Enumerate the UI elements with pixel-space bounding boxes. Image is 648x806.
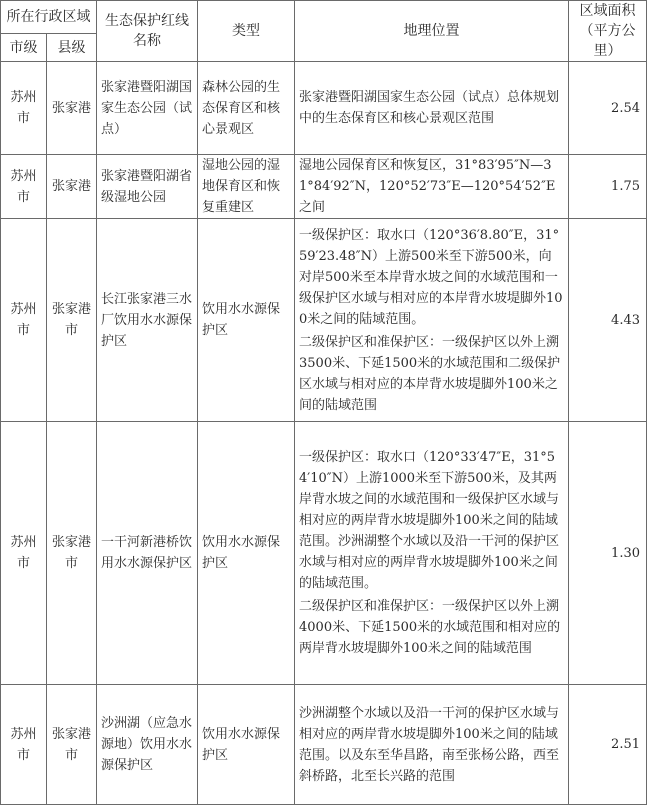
location-paragraph: 张家港暨阳湖国家生态公园（试点）总体规划中的生态保育区和核心景观区范围 bbox=[299, 90, 560, 126]
location-paragraph: 湿地公园保育区和恢复区，31°83′95″N—31°84′92″N，120°52′73″E—120°54′52″E之间 bbox=[299, 158, 556, 215]
location-paragraph: 二级保护区和准保护区：一级保护区以外上溯3500米、下延1500米的水域范围和二级保护区水域与相对应的本岸背水坡堤脚外100米之间的陆域范围 bbox=[299, 334, 561, 413]
cell-name: 张家港暨阳湖省级湿地公园 bbox=[97, 155, 198, 219]
table-row bbox=[1, 422, 647, 685]
cell-area: 1.30 bbox=[569, 422, 647, 685]
header-type: 类型 bbox=[198, 1, 295, 62]
cell-location bbox=[295, 155, 569, 219]
table-row bbox=[1, 155, 647, 219]
cell-type: 森林公园的生态保育区和核心景观区 bbox=[198, 62, 295, 155]
table-row bbox=[1, 62, 647, 155]
cell-location bbox=[295, 422, 569, 685]
header-city: 市级 bbox=[1, 34, 47, 62]
cell-name: 沙洲湖（应急水源地）饮用水水源保护区 bbox=[97, 685, 198, 805]
header-location: 地理位置 bbox=[295, 1, 569, 62]
cell-city: 苏州市 bbox=[1, 155, 47, 219]
location-paragraph: 一级保护区：取水口（120°36′8.80″E，31°59′23.48″N）上游500米至下游500米，向对岸500米至本岸背水坡之间的水域范围和一级保护区水域与相对应的本岸背水坡堤脚外100米之间的陆域范围。 bbox=[299, 227, 563, 327]
cell-county: 张家港市 bbox=[47, 219, 97, 422]
cell-name: 张家港暨阳湖国家生态公园（试点） bbox=[97, 62, 198, 155]
location-paragraph: 沙洲湖整个水域以及沿一干河的保护区水域与相对应的两岸背水坡堤脚外100米之间的陆域范围。以及东至华昌路，南至张杨公路，西至斜桥路，北至长兴路的范围 bbox=[299, 705, 560, 784]
cell-city: 苏州市 bbox=[1, 685, 47, 805]
cell-area: 1.75 bbox=[569, 155, 647, 219]
location-paragraph: 二级保护区和准保护区：一级保护区以外上溯4000米、下延1500米的水域范围和相对应的两岸背水坡堤脚外100米之间的陆域范围 bbox=[299, 599, 561, 656]
cell-type: 湿地公园的湿地保育区和恢复重建区 bbox=[198, 155, 295, 219]
header-area: 区域面积（平方公里） bbox=[569, 1, 647, 62]
cell-county: 张家港市 bbox=[47, 422, 97, 685]
header-name: 生态保护红线名称 bbox=[97, 1, 198, 62]
cell-name: 一干河新港桥饮用水水源保护区 bbox=[97, 422, 198, 685]
cell-city: 苏州市 bbox=[1, 62, 47, 155]
cell-area: 4.43 bbox=[569, 219, 647, 422]
cell-name: 长江张家港三水厂饮用水水源保护区 bbox=[97, 219, 198, 422]
cell-county: 张家港 bbox=[47, 62, 97, 155]
cell-location bbox=[295, 62, 569, 155]
cell-area: 2.51 bbox=[569, 685, 647, 805]
location-paragraph: 一级保护区：取水口（120°33′47″E，31°54′10″N）上游1000米至下游500米，及其两岸背水坡之间的水域范围和一级保护区水域与相对应的两岸背水坡堤脚外100米之间的陆域范围。沙洲湖整个水域以及沿一干河的保护区水域与相对应的两岸背水坡堤脚外100米之间的陆域范围。 bbox=[299, 450, 560, 591]
cell-type: 饮用水水源保护区 bbox=[198, 685, 295, 805]
cell-city: 苏州市 bbox=[1, 422, 47, 685]
header-admin-region: 所在行政区域 bbox=[1, 1, 97, 34]
cell-area: 2.54 bbox=[569, 62, 647, 155]
cell-county: 张家港 bbox=[47, 155, 97, 219]
cell-type: 饮用水水源保护区 bbox=[198, 219, 295, 422]
table-row bbox=[1, 685, 647, 805]
header-county: 县级 bbox=[47, 34, 97, 62]
cell-type: 饮用水水源保护区 bbox=[198, 422, 295, 685]
table-row bbox=[1, 219, 647, 422]
cell-city: 苏州市 bbox=[1, 219, 47, 422]
cell-county: 张家港市 bbox=[47, 685, 97, 805]
cell-location bbox=[295, 685, 569, 805]
cell-location bbox=[295, 219, 569, 422]
